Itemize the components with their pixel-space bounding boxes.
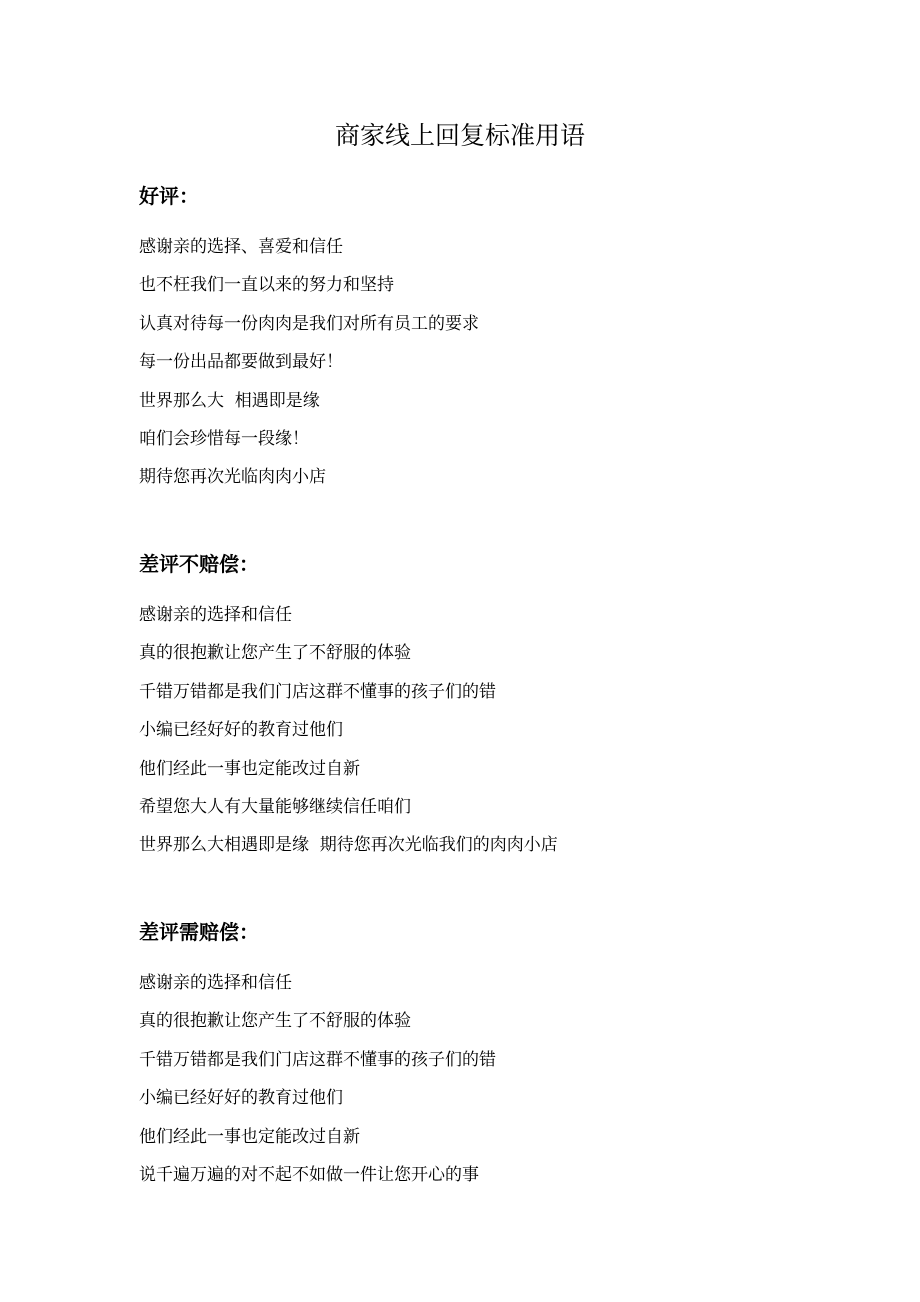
section-bad-review-with-compensation: [139, 916, 839, 1194]
reply-line: 也不枉我们一直以来的努力和坚持: [139, 275, 394, 296]
reply-line: 真的很抱歉让您产生了不舒服的体验: [139, 643, 411, 664]
reply-line: 希望您大人有大量能够继续信任咱们: [139, 796, 411, 817]
reply-line: 感谢亲的选择、喜爱和信任: [139, 237, 343, 257]
reply-line: 世界那么大相遇即是缘 期待您再次光临我们的肉肉小店: [139, 835, 558, 856]
reply-line: 小编已经好好的教育过他们: [139, 720, 343, 741]
section-heading: 差评不赔偿：: [139, 552, 259, 576]
reply-line: 感谢亲的选择和信任: [139, 973, 292, 993]
section-bad-review-no-compensation: [139, 548, 839, 865]
section-heading: 差评需赔偿：: [139, 920, 259, 944]
reply-line: 千错万错都是我们门店这群不懂事的孩子们的错: [139, 1049, 496, 1070]
reply-line: 他们经此一事也定能改过自新: [139, 758, 360, 779]
reply-line: 千错万错都是我们门店这群不懂事的孩子们的错: [139, 681, 496, 702]
section-good-review: [139, 180, 839, 497]
reply-line: 小编已经好好的教育过他们: [139, 1088, 343, 1109]
section-heading: 好评：: [139, 184, 199, 208]
reply-line: 感谢亲的选择和信任: [139, 605, 292, 625]
reply-line-list: [139, 228, 839, 497]
reply-line-list: [139, 964, 839, 1194]
reply-line: 真的很抱歉让您产生了不舒服的体验: [139, 1011, 411, 1032]
reply-line-list: [139, 596, 839, 865]
reply-line: 每一份出品都要做到最好！: [139, 352, 343, 373]
document-title: 商家线上回复标准用语: [334, 121, 585, 150]
reply-line: 他们经此一事也定能改过自新: [139, 1126, 360, 1147]
reply-line: 说千遍万遍的对不起不如做一件让您开心的事: [139, 1164, 479, 1185]
reply-line: 咱们会珍惜每一段缘！: [139, 428, 309, 449]
reply-line: 世界那么大 相遇即是缘: [139, 390, 320, 411]
reply-line: 认真对待每一份肉肉是我们对所有员工的要求: [139, 313, 479, 334]
reply-line: 期待您再次光临肉肉小店: [139, 467, 326, 488]
